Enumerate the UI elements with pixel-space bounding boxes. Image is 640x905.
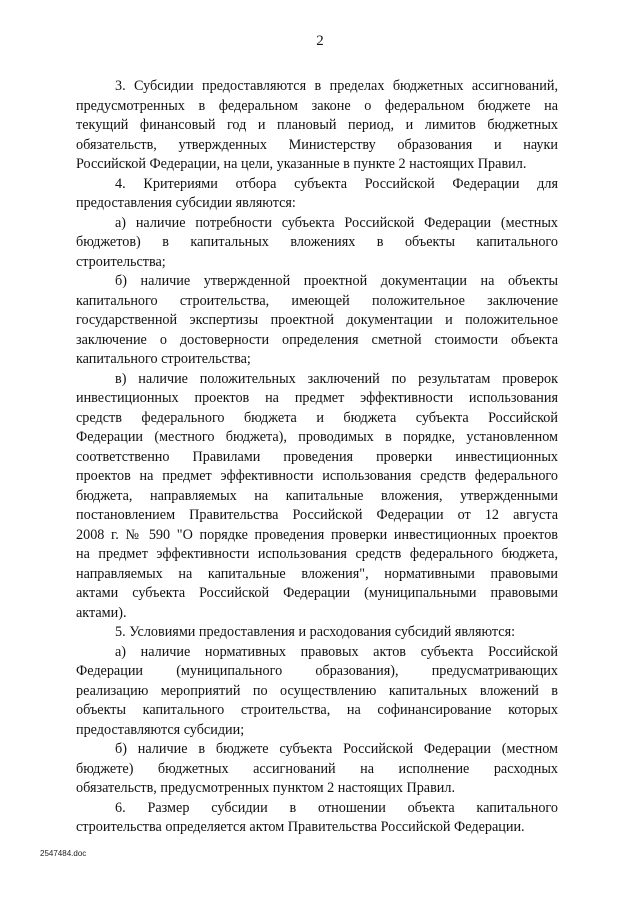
text-line: 3. Субсидии предоставляются в пределах бюджетных ассигнований, <box>115 78 558 94</box>
page-number: 2 <box>316 33 324 49</box>
paragraph-p4 <box>76 175 558 214</box>
text-line: обязательств, предусмотренных пунктом 2 настоящих Правил. <box>76 780 456 796</box>
text-line: в) наличие положительных заключений по результатам проверок <box>115 370 558 387</box>
paragraph-p4b <box>76 272 558 370</box>
text-line: 4. Критериями отбора субъекта Российской Федерации для <box>115 175 558 192</box>
document-file-code: 2547484.doc <box>40 849 87 858</box>
text-line: 5. Условиями предоставления и расходования субсидий являются: <box>115 624 516 640</box>
text-line: постановлением Правительства Российской Федерации от 12 августа <box>76 507 558 523</box>
text-line: предоставляются субсидии; <box>76 721 245 738</box>
paragraph-p6 <box>76 799 558 838</box>
text-line: бюджете) бюджетных ассигнований на исполнение расходных <box>76 760 558 777</box>
text-line: капитального строительства; <box>76 351 251 367</box>
text-line: актами субъекта Российской Федерации (муниципальными правовыми <box>76 585 558 601</box>
text-line: на предмет эффективности использования средств федерального бюджета, <box>76 546 558 562</box>
document-body <box>76 77 558 838</box>
text-line: направляемых на капитальные вложения", нормативными правовыми <box>76 565 558 582</box>
text-line: капитального строительства, имеющей положительное заключение <box>76 292 558 309</box>
text-line: средств федерального бюджета и бюджета субъекта Российской <box>76 409 558 426</box>
text-line: 6. Размер субсидии в отношении объекта капитального <box>115 799 558 816</box>
paragraph-p4v <box>76 370 558 624</box>
paragraph-p3 <box>76 77 558 175</box>
text-line: б) наличие в бюджете субъекта Российской Федерации (местном <box>115 741 558 757</box>
text-line: строительства определяется актом Правительства Российской Федерации. <box>76 819 525 835</box>
text-line: проектов на предмет эффективности использования средств федерального <box>76 468 558 484</box>
paragraph-p5a <box>76 643 558 741</box>
paragraph-p5 <box>76 623 558 643</box>
text-line: Федерации (местного бюджета), проводимых в порядке, установленном <box>76 429 558 445</box>
text-line: объекты капитального строительства, на софинансирование которых <box>76 702 558 718</box>
paragraph-p4a <box>76 214 558 273</box>
text-line: строительства; <box>76 253 166 270</box>
paragraph-p5b <box>76 740 558 799</box>
text-line: инвестиционных проектов на предмет эффективности использования <box>76 390 558 406</box>
text-line: заключение о достоверности определения сметной стоимости объекта <box>76 331 558 348</box>
text-line: актами). <box>76 604 127 621</box>
text-line: предоставления субсидии являются: <box>76 195 296 211</box>
text-line: текущий финансовый год и плановый период, и лимитов бюджетных <box>76 117 558 133</box>
text-line: соответственно Правилами проведения проверки инвестиционных <box>76 448 558 465</box>
text-line: Федерации (муниципального образования), предусматривающих <box>76 663 558 679</box>
text-line: предусмотренных в федеральном законе о федеральном бюджете на <box>76 97 558 114</box>
text-line: бюджетов) в капитальных вложениях в объекты капитального <box>76 234 558 250</box>
text-line: реализацию мероприятий по осуществлению капитальных вложений в <box>76 682 558 699</box>
text-line: Российской Федерации, на цели, указанные в пункте 2 настоящих Правил. <box>76 156 527 172</box>
text-line: б) наличие утвержденной проектной документации на объекты <box>115 273 558 289</box>
text-line: государственной экспертизы проектной документации и положительное <box>76 312 558 328</box>
text-line: 2008 г. № 590 "О порядке проведения проверки инвестиционных проектов <box>76 526 558 543</box>
text-line: обязательств, утвержденных Министерству образования и науки <box>76 136 558 153</box>
text-line: а) наличие потребности субъекта Российской Федерации (местных <box>115 214 558 231</box>
text-line: а) наличие нормативных правовых актов субъекта Российской <box>115 643 558 660</box>
text-line: бюджета, направляемых на капитальные вложения, утвержденными <box>76 487 558 504</box>
